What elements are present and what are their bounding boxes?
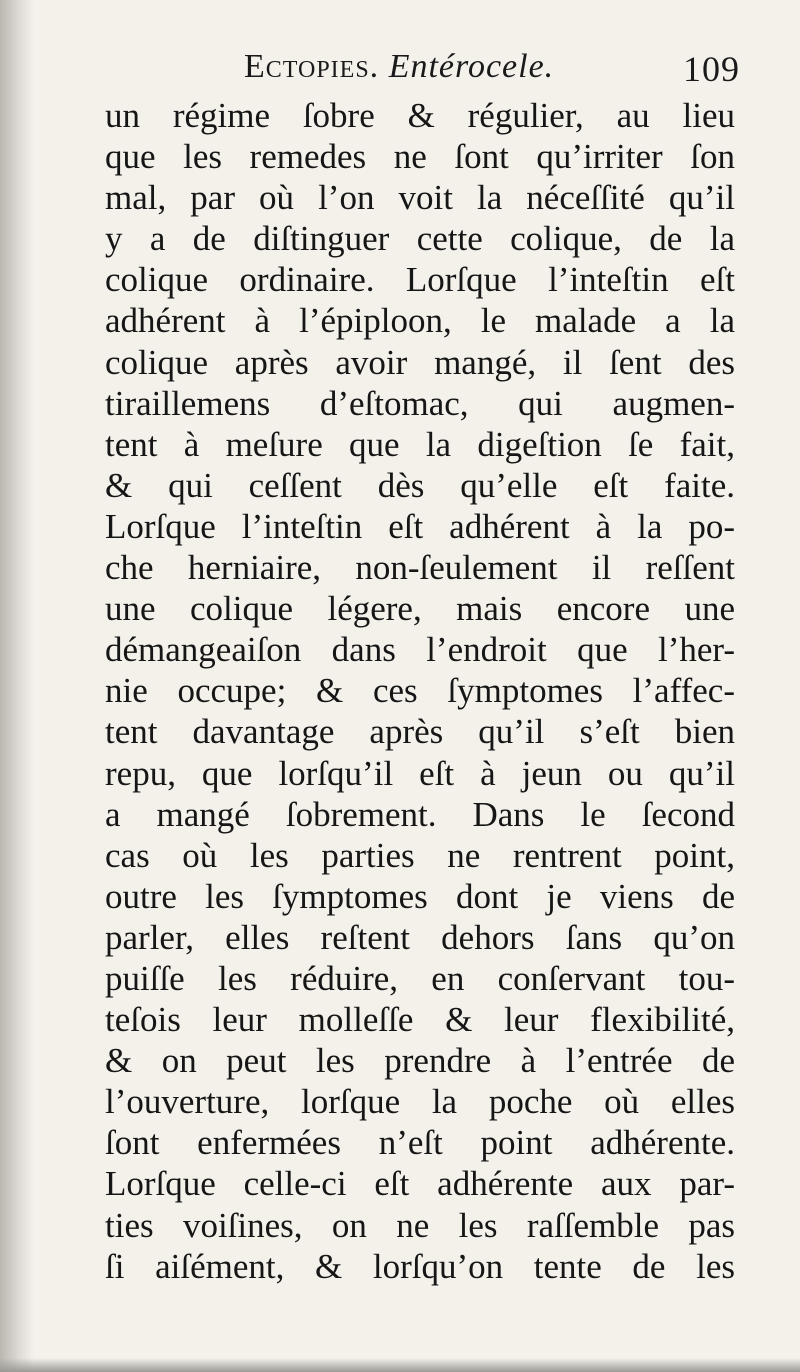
- text-line: che herniaire, non-ſeulement il reſſent: [105, 548, 735, 588]
- text-line: ties voiſines, on ne les raſſemble pas: [105, 1205, 735, 1245]
- text-line: que les remedes ne ſont qu’irriter ſon: [105, 137, 735, 177]
- text-line: Lorſque celle-ci eſt adhérente aux par-: [105, 1164, 735, 1204]
- text-line: mal, par où l’on voit la néceſſité qu’il: [105, 178, 735, 218]
- text-line: colique après avoir mangé, il ſent des: [105, 342, 735, 382]
- text-line: & qui ceſſent dès qu’elle eſt faite.: [105, 465, 735, 505]
- text-line: Lorſque l’inteſtin eſt adhérent à la po-: [105, 506, 735, 546]
- text-line: & on peut les prendre à l’entrée de: [105, 1041, 735, 1081]
- text-line: adhérent à l’épiploon, le malade a la: [105, 301, 735, 341]
- text-line: tiraillemens d’eſtomac, qui augmen-: [105, 383, 735, 423]
- text-line: tent à meſure que la digeſtion ſe fait,: [105, 424, 735, 464]
- text-line: un régime ſobre & régulier, au lieu: [105, 96, 735, 135]
- text-line: colique ordinaire. Lorſque l’inteſtin eſt: [105, 260, 735, 300]
- running-title-subsection: Entérocele.: [388, 48, 555, 85]
- page-number: 109: [683, 49, 740, 89]
- text-line: tent davantage après qu’il s’eſt bien: [105, 712, 735, 752]
- text-line: parler, elles reſtent dehors ſans qu’on: [105, 917, 735, 957]
- page-gutter-shadow: [0, 0, 34, 1372]
- running-title-section: Ectopies.: [244, 48, 380, 85]
- text-line: l’ouverture, lorſque la poche où elles: [105, 1082, 735, 1122]
- running-title: [244, 48, 554, 86]
- text-line: puiſſe les réduire, en conſervant tou-: [105, 958, 735, 998]
- text-line: teſois leur molleſſe & leur flexibilité,: [105, 1000, 735, 1040]
- text-line: cas où les parties ne rentrent point,: [105, 835, 735, 875]
- text-line: ſi aiſément, & lorſqu’on tente de les: [105, 1246, 735, 1286]
- text-line: démangeaiſon dans l’endroit que l’her-: [105, 630, 735, 670]
- running-header: [110, 48, 740, 98]
- page-bottom-edge: [0, 1358, 800, 1372]
- text-line: nie occupe; & ces ſymptomes l’affec-: [105, 671, 735, 711]
- text-line: ſont enfermées n’eſt point adhérente.: [105, 1123, 735, 1163]
- text-line: outre les ſymptomes dont je viens de: [105, 876, 735, 916]
- text-line: une colique légere, mais encore une: [105, 589, 735, 629]
- text-line: a mangé ſobrement. Dans le ſecond: [105, 794, 735, 834]
- text-line: y a de diſtinguer cette colique, de la: [105, 219, 735, 259]
- text-line: repu, que lorſqu’il eſt à jeun ou qu’il: [105, 753, 735, 793]
- body-text: [105, 95, 735, 1287]
